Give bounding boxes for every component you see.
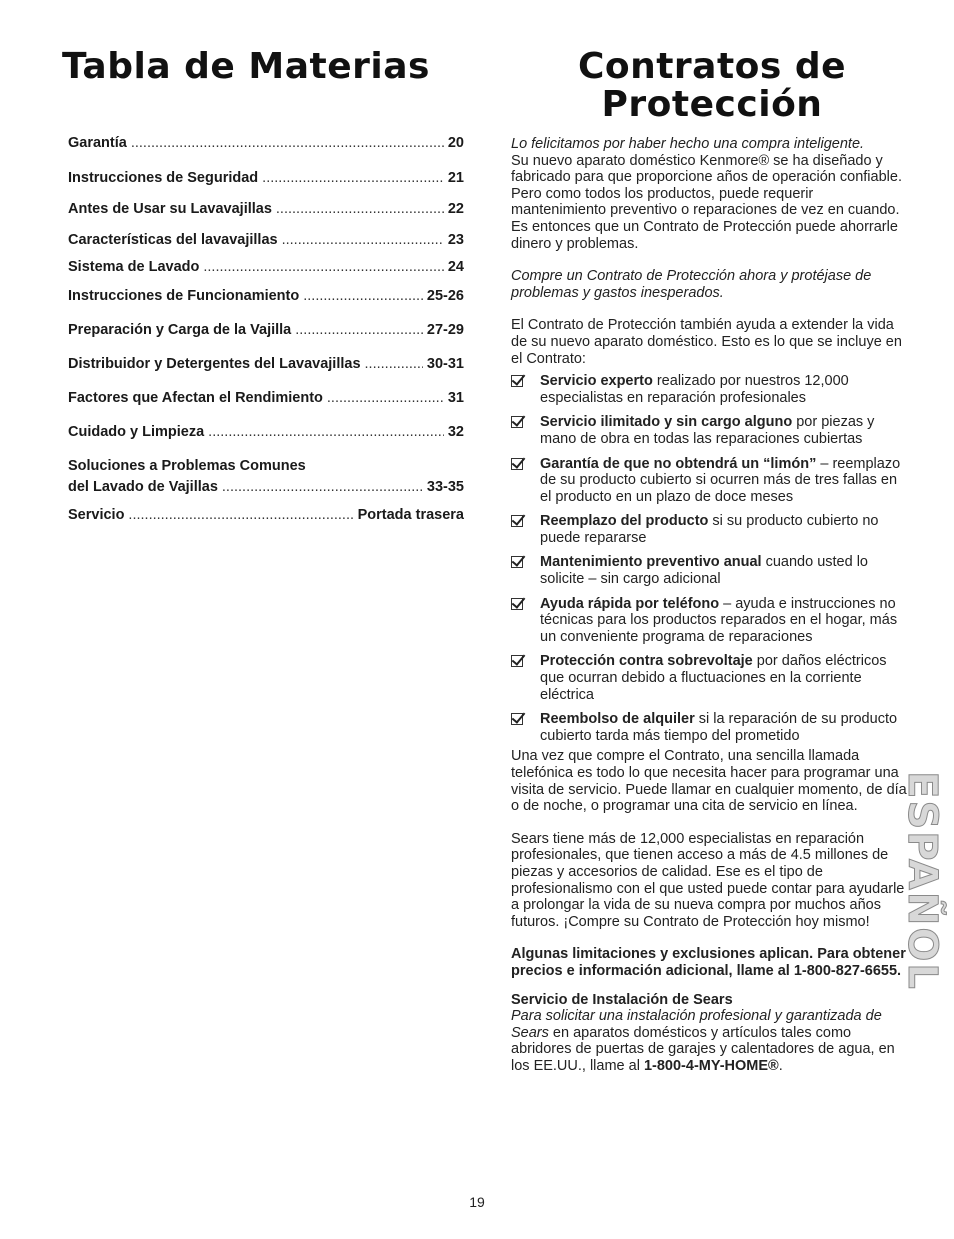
- benefit-item: [511, 513, 907, 546]
- toc-entry: [68, 424, 464, 440]
- benefit-title: Garantía de que no obtendrá un “limón”: [540, 455, 817, 472]
- protection-title-line2: Protección: [601, 84, 823, 125]
- toc-entry: [68, 135, 464, 151]
- protection-title: [512, 48, 912, 124]
- install-phone: 1-800-4-MY-HOME®: [643, 1057, 779, 1074]
- intro-italic: Lo felicitamos por haber hecho una compra inteligente.: [511, 136, 865, 152]
- toc-entry-label: Características del lavavajillas: [68, 232, 278, 248]
- protection-title-line1: Contratos de: [577, 46, 847, 87]
- benefit-text: por daños eléctricos que ocurran debido a fluctuaciones en la corriente eléctrica: [540, 653, 887, 703]
- toc-leader: [365, 356, 423, 372]
- toc-entry-page: 30-31: [426, 356, 464, 372]
- checkbox-icon: [511, 598, 523, 610]
- benefit-text: realizado por nuestros 12,000 especialistas en reparación profesionales: [540, 373, 849, 406]
- limitations-notice: Algunas limitaciones y exclusiones aplican. Para obtener precios e información adicional, llame al 1-800-827-6655.: [511, 946, 906, 979]
- toc-title: Tabla de Materias: [62, 46, 430, 87]
- benefit-item: [511, 414, 907, 447]
- cta-italic: Compre un Contrato de Protección ahora y protéjase de problemas y gastos inesperados.: [511, 268, 872, 301]
- benefit-text: cuando usted lo solicite – sin cargo adicional: [540, 554, 868, 588]
- toc-entry: [68, 170, 464, 186]
- toc-leader: [131, 135, 444, 151]
- toc-entry-label: del Lavado de Vajillas: [68, 479, 218, 495]
- toc-entry-label: Cuidado y Limpieza: [68, 424, 205, 440]
- toc-entry-label: Preparación y Carga de la Vajilla: [68, 322, 292, 338]
- toc-entry: [68, 232, 464, 248]
- install-paragraph: [511, 1008, 907, 1074]
- benefit-item: [511, 653, 907, 703]
- toc-leader: [327, 390, 444, 406]
- toc-entry: [68, 507, 464, 523]
- toc-entry-page: Portada trasera: [357, 507, 464, 523]
- benefit-title: Reemplazo del producto: [540, 513, 709, 530]
- toc-entry-label: Factores que Afectan el Rendimiento: [68, 390, 323, 406]
- checkbox-icon: [511, 416, 523, 428]
- benefit-text: – reemplazo de su producto cubierto si ocurren más de tres fallas en el producto en un plazo de doce meses: [540, 455, 901, 505]
- checkbox-icon: [511, 458, 523, 470]
- checkbox-icon: [511, 375, 523, 387]
- toc-entry-first-line: Soluciones a Problemas Comunes: [68, 458, 306, 474]
- benefit-item: [511, 554, 907, 587]
- install-end: .: [778, 1057, 783, 1074]
- toc-entry: [68, 479, 464, 495]
- benefit-text: si la reparación de su producto cubierto tarda más tiempo del prometido: [540, 711, 898, 744]
- toc-entry-page: 20: [447, 135, 464, 151]
- benefit-item: [511, 711, 907, 744]
- toc-leader: [303, 288, 423, 304]
- checkbox-icon: [511, 713, 523, 725]
- checkbox-icon: [511, 556, 523, 568]
- benefit-title: Servicio experto: [540, 373, 653, 390]
- install-italic: Para solicitar una instalación profesional y garantizada de Sears: [511, 1008, 882, 1041]
- install-text: en aparatos domésticos y artículos tales como abridores de puertas de garajes y calentadores de agua, en los EE.UU., llame al: [511, 1024, 895, 1074]
- toc-entry-label: Instrucciones de Seguridad: [68, 170, 259, 186]
- call-paragraph: Una vez que compre el Contrato, una sencilla llamada telefónica es todo lo que necesita hacer para programar una visita de servicio. Puede llamar en cualquier momento, de día o de noche, o programar una cita de servicio en línea.: [511, 748, 907, 815]
- language-label: ESPAÑOL: [899, 771, 946, 991]
- toc-leader: [262, 170, 444, 186]
- checkbox-icon: [511, 515, 523, 527]
- toc-entry-page: 22: [447, 201, 464, 217]
- language-side-tab: [898, 771, 946, 991]
- toc-leader: [203, 259, 444, 275]
- toc-entry: [68, 259, 464, 275]
- toc-entry: [68, 356, 464, 372]
- toc-entry-page: 21: [447, 170, 464, 186]
- toc-leader: [208, 424, 444, 440]
- benefit-title: Servicio ilimitado y sin cargo alguno: [540, 414, 793, 431]
- toc-entry-page: 24: [447, 259, 464, 275]
- benefit-title: Ayuda rápida por teléfono: [540, 595, 720, 612]
- toc-entry-page: 27-29: [426, 322, 464, 338]
- toc-leader: [128, 507, 353, 523]
- toc-entry-page: 31: [447, 390, 464, 406]
- benefit-text: – ayuda e instrucciones no técnicas para los productos reparados en el hogar, más un conveniente programa de reparaciones: [540, 595, 898, 645]
- toc-entry-label: Distribuidor y Detergentes del Lavavajillas: [68, 356, 361, 372]
- benefit-item: [511, 456, 907, 506]
- toc-entry-page: 23: [447, 232, 464, 248]
- benefit-text: por piezas y mano de obra en todas las reparaciones cubiertas: [540, 414, 875, 447]
- toc-entry: [68, 288, 464, 304]
- intro-paragraph: Su nuevo aparato doméstico Kenmore® se ha diseñado y fabricado para que proporcione años de operación confiable. Pero como todos los productos, puede requerir mantenimiento preventivo o reparaciones de vez en cuando. Es entonces que un Contrato de Protección puede ahorrarle dinero y problemas.: [511, 152, 902, 252]
- benefit-title: Protección contra sobrevoltaje: [540, 653, 753, 670]
- toc-entry: [68, 390, 464, 406]
- benefit-title: Mantenimiento preventivo anual: [540, 554, 762, 571]
- toc-entry-page: 32: [447, 424, 464, 440]
- install-heading: Servicio de Instalación de Sears: [511, 991, 733, 1008]
- toc-entry-page: 25-26: [426, 288, 464, 304]
- toc-entry-label: Servicio: [68, 507, 125, 523]
- toc-leader: [222, 479, 423, 495]
- toc-entry-label: Sistema de Lavado: [68, 259, 200, 275]
- toc-leader: [276, 201, 444, 217]
- benefit-title: Reembolso de alquiler: [540, 711, 695, 728]
- protection-content: [511, 136, 907, 1075]
- toc-leader: [295, 322, 423, 338]
- toc-leader: [282, 232, 444, 248]
- toc-entry: [68, 201, 464, 217]
- benefit-text: si su producto cubierto no puede repararse: [540, 513, 879, 546]
- benefit-item: [511, 596, 907, 646]
- toc-entry-page: 33-35: [426, 479, 464, 495]
- toc-entry-label: Instrucciones de Funcionamiento: [68, 288, 300, 304]
- toc-entry: [68, 322, 464, 338]
- sears-paragraph: Sears tiene más de 12,000 especialistas en reparación profesionales, que tienen acceso a más de 4.5 millones de piezas y accesorios de calidad. Ese es el tipo de profesionalismo con el que usted puede contar para ayudarle a prolongar la vida de su nueva compra por muchos años futuros. ¡Compre su Contrato de Protección hoy mismo!: [511, 830, 905, 930]
- includes-paragraph: El Contrato de Protección también ayuda a extender la vida de su nuevo aparato doméstico. Esto es lo que se incluye en el Contrato:: [511, 317, 902, 367]
- toc-entry-label: Garantía: [68, 135, 127, 151]
- toc-entry-label: Antes de Usar su Lavavajillas: [68, 201, 272, 217]
- page-number: 19: [469, 1194, 485, 1210]
- benefit-item: [511, 373, 907, 406]
- checkbox-icon: [511, 655, 523, 667]
